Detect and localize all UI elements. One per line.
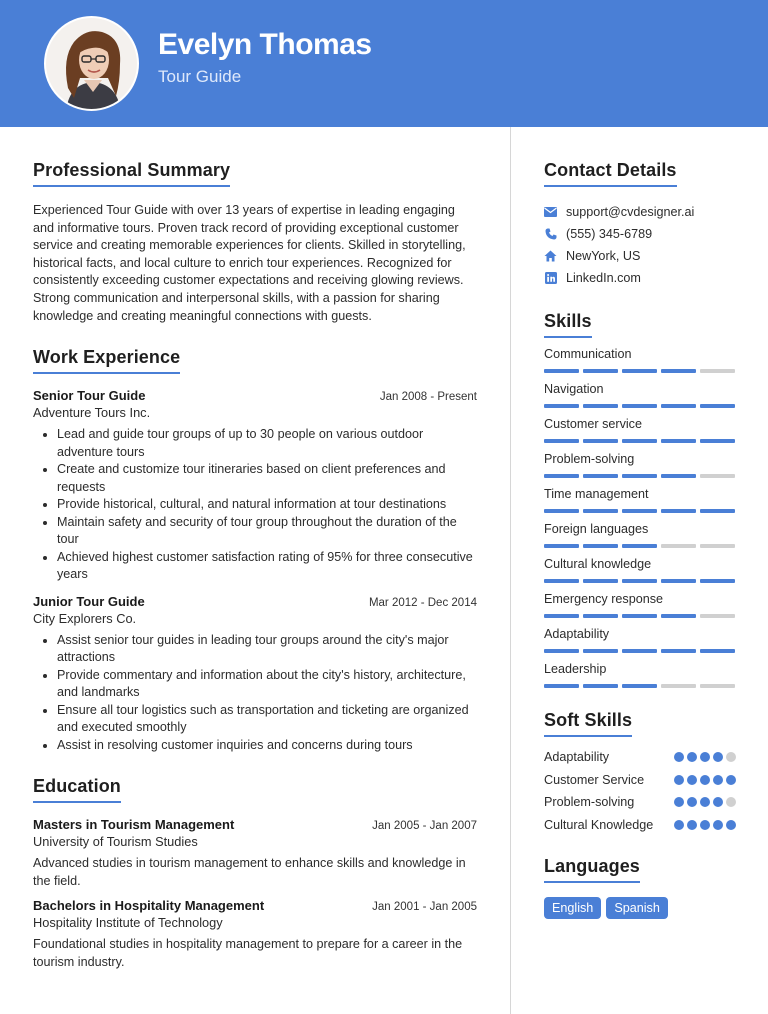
soft-skill-item xyxy=(544,749,736,767)
rating-dot xyxy=(726,797,736,807)
skill-level-segment xyxy=(700,474,735,478)
skill-name: Time management xyxy=(544,487,649,501)
skill-level-segment xyxy=(544,369,579,373)
main-column xyxy=(33,160,477,994)
degree-title: Masters in Tourism Management xyxy=(33,817,235,833)
education-desc: Foundational studies in hospitality management to prepare for a career in the tourism industry. xyxy=(33,937,463,969)
education-section xyxy=(33,776,477,971)
skill-level-segment xyxy=(583,684,618,688)
skill-level-segment xyxy=(622,684,657,688)
skill-level-segment xyxy=(583,614,618,618)
skill-name: Customer service xyxy=(544,417,642,431)
skill-item xyxy=(544,487,736,513)
sidebar-column xyxy=(544,160,736,941)
soft-skill-name: Problem-solving xyxy=(544,795,635,809)
skill-level-segment xyxy=(661,684,696,688)
skill-level-bar xyxy=(544,544,736,548)
soft-skill-item xyxy=(544,772,736,790)
skill-item xyxy=(544,662,736,688)
skill-level-segment xyxy=(661,509,696,513)
skill-level-segment xyxy=(622,439,657,443)
job-date: Mar 2012 - Dec 2014 xyxy=(368,596,477,609)
skill-item xyxy=(544,382,736,408)
bullet-item: • Achieved highest customer satisfaction rating of 95% for three consecutive years xyxy=(57,549,477,584)
rating-dot xyxy=(687,797,697,807)
phone-icon xyxy=(544,228,557,241)
skill-level-segment xyxy=(661,579,696,583)
skill-level-segment xyxy=(544,544,579,548)
work-heading: Work Experience xyxy=(33,347,180,374)
education-desc: Advanced studies in tourism management to enhance skills and knowledge in the field. xyxy=(33,856,466,888)
skills-list xyxy=(544,347,736,688)
job-entry xyxy=(33,388,477,584)
skill-level-segment xyxy=(583,649,618,653)
soft-skills-section xyxy=(544,710,736,834)
skill-item xyxy=(544,627,736,653)
skill-item xyxy=(544,417,736,443)
language-tag: Spanish xyxy=(606,897,668,919)
education-date: Jan 2001 - Jan 2005 xyxy=(372,901,477,914)
languages-heading: Languages xyxy=(544,856,640,883)
soft-skill-rating xyxy=(674,820,736,835)
contact-section xyxy=(544,160,736,289)
job-entry xyxy=(33,594,477,755)
skill-level-segment xyxy=(700,649,735,653)
language-tag: English xyxy=(544,897,601,919)
bullet-item: • Assist in resolving customer inquiries and concerns during tours xyxy=(57,737,477,755)
skill-level-segment xyxy=(661,649,696,653)
skill-level-segment xyxy=(700,369,735,373)
skill-level-segment xyxy=(622,649,657,653)
skill-level-segment xyxy=(583,404,618,408)
skill-item xyxy=(544,592,736,618)
skill-level-segment xyxy=(583,369,618,373)
skill-level-segment xyxy=(700,544,735,548)
skill-level-bar xyxy=(544,614,736,618)
languages-section xyxy=(544,856,736,919)
soft-skill-rating xyxy=(674,752,736,767)
summary-section xyxy=(33,160,477,325)
phone-text: (555) 345-6789 xyxy=(566,227,653,241)
skill-level-segment xyxy=(622,544,657,548)
skill-name: Navigation xyxy=(544,382,604,396)
soft-skill-rating xyxy=(674,775,736,790)
school-name: Hospitality Institute of Technology xyxy=(33,915,223,931)
skill-item xyxy=(544,522,736,548)
skills-section xyxy=(544,311,736,688)
rating-dot xyxy=(674,797,684,807)
soft-skill-item xyxy=(544,794,736,812)
skill-level-bar xyxy=(544,684,736,688)
candidate-name: Evelyn Thomas xyxy=(158,28,372,61)
rating-dot xyxy=(726,820,736,830)
soft-skill-name: Customer Service xyxy=(544,772,645,787)
rating-dot xyxy=(700,820,710,830)
skill-level-segment xyxy=(661,369,696,373)
skill-level-segment xyxy=(544,404,579,408)
skills-heading: Skills xyxy=(544,311,592,338)
rating-dot xyxy=(700,797,710,807)
skill-level-bar xyxy=(544,509,736,513)
skill-level-bar xyxy=(544,369,736,373)
skill-level-bar xyxy=(544,439,736,443)
summary-heading: Professional Summary xyxy=(33,160,230,187)
skill-level-segment xyxy=(622,474,657,478)
skill-level-segment xyxy=(583,509,618,513)
skill-name: Leadership xyxy=(544,662,607,676)
skill-level-segment xyxy=(700,579,735,583)
contact-phone[interactable] xyxy=(544,223,736,245)
skill-level-segment xyxy=(583,544,618,548)
skill-level-bar xyxy=(544,649,736,653)
skill-item xyxy=(544,347,736,373)
skill-level-segment xyxy=(700,404,735,408)
education-entry xyxy=(33,898,477,971)
bullet-item: • Maintain safety and security of tour group throughout the duration of the tour xyxy=(57,514,477,549)
contact-heading: Contact Details xyxy=(544,160,677,187)
location-text: NewYork, US xyxy=(566,249,641,263)
rating-dot xyxy=(674,752,684,762)
skill-item xyxy=(544,452,736,478)
summary-text: Experienced Tour Guide with over 13 years of expertise in leading engaging and informative tours. Proven track record of providing exceptional customer service and creating memorable experiences for clients. Skilled in storytelling, historical facts, and local culture to enrich tour experiences. Recognized for consistently exceeding customer expectations and receiving glowing reviews. Strong communication and interpersonal skills, with a passion for sharing knowledge and creating meaningful connections with guests. xyxy=(33,203,466,323)
soft-skills-heading: Soft Skills xyxy=(544,710,632,737)
skill-level-bar xyxy=(544,474,736,478)
job-bullets xyxy=(33,426,477,584)
rating-dot xyxy=(687,775,697,785)
skill-level-segment xyxy=(661,474,696,478)
home-icon xyxy=(544,250,557,263)
soft-skill-name: Adaptability xyxy=(544,750,610,764)
rating-dot xyxy=(713,775,723,785)
soft-skill-item xyxy=(544,817,736,835)
skill-name: Emergency response xyxy=(544,592,664,606)
skill-level-segment xyxy=(622,579,657,583)
avatar xyxy=(44,16,139,111)
bullet-item: • Lead and guide tour groups of up to 30 people on various outdoor adventure tours xyxy=(57,426,477,461)
education-heading: Education xyxy=(33,776,121,803)
job-date: Jan 2008 - Present xyxy=(379,391,477,404)
rating-dot xyxy=(726,775,736,785)
job-company: Adventure Tours Inc. xyxy=(33,405,151,421)
rating-dot xyxy=(687,752,697,762)
skill-level-segment xyxy=(583,474,618,478)
rating-dot xyxy=(713,797,723,807)
skill-name: Foreign languages xyxy=(544,522,649,536)
skill-level-segment xyxy=(661,404,696,408)
education-date: Jan 2005 - Jan 2007 xyxy=(372,820,477,833)
skill-level-bar xyxy=(544,404,736,408)
rating-dot xyxy=(674,775,684,785)
bullet-item: • Ensure all tour logistics such as transportation and ticketing are organized and executed smoothly xyxy=(57,702,477,737)
languages-list xyxy=(544,897,736,919)
skill-level-segment xyxy=(544,684,579,688)
job-role: Junior Tour Guide xyxy=(33,593,145,609)
skill-level-segment xyxy=(544,439,579,443)
education-entry xyxy=(33,817,477,890)
skill-name: Cultural knowledge xyxy=(544,557,652,571)
skill-level-segment xyxy=(583,439,618,443)
skill-level-segment xyxy=(544,579,579,583)
school-name: University of Tourism Studies xyxy=(33,834,198,850)
job-bullets xyxy=(33,632,477,755)
job-company: City Explorers Co. xyxy=(33,610,137,626)
skill-name: Problem-solving xyxy=(544,452,635,466)
rating-dot xyxy=(713,752,723,762)
linkedin-icon xyxy=(544,272,557,285)
rating-dot xyxy=(700,775,710,785)
skill-level-segment xyxy=(700,509,735,513)
job-role: Senior Tour Guide xyxy=(33,388,146,404)
email-text: support@cvdesigner.ai xyxy=(566,205,695,219)
skill-level-segment xyxy=(700,684,735,688)
resume-header xyxy=(0,0,768,127)
bullet-item: • Provide commentary and information about the city's history, architecture, and landmarks xyxy=(57,667,477,702)
skill-level-segment xyxy=(661,544,696,548)
work-section xyxy=(33,347,477,754)
skill-name: Communication xyxy=(544,347,632,361)
linkedin-text: LinkedIn.com xyxy=(566,271,641,285)
soft-skill-name: Cultural Knowledge xyxy=(544,817,654,832)
skill-level-segment xyxy=(622,369,657,373)
skill-name: Adaptability xyxy=(544,627,610,641)
envelope-icon xyxy=(544,206,557,219)
bullet-item: • Create and customize tour itineraries based on client preferences and requests xyxy=(57,461,477,496)
skill-item xyxy=(544,557,736,583)
skill-level-segment xyxy=(661,439,696,443)
skill-level-segment xyxy=(622,404,657,408)
rating-dot xyxy=(700,752,710,762)
skill-level-segment xyxy=(544,649,579,653)
rating-dot xyxy=(674,820,684,830)
skill-level-segment xyxy=(700,439,735,443)
contact-location xyxy=(544,245,736,267)
contact-linkedin[interactable] xyxy=(544,267,736,289)
skill-level-segment xyxy=(661,614,696,618)
skill-level-segment xyxy=(544,614,579,618)
skill-level-segment xyxy=(622,509,657,513)
skill-level-segment xyxy=(700,614,735,618)
bullet-item: • Provide historical, cultural, and natural information at tour destinations xyxy=(57,496,477,514)
candidate-title: Tour Guide xyxy=(158,67,242,86)
rating-dot xyxy=(713,820,723,830)
rating-dot xyxy=(687,820,697,830)
skill-level-segment xyxy=(583,579,618,583)
skill-level-segment xyxy=(622,614,657,618)
skill-level-segment xyxy=(544,474,579,478)
skill-level-bar xyxy=(544,579,736,583)
bullet-item: • Assist senior tour guides in leading tour groups around the city's major attractions xyxy=(57,632,477,667)
degree-title: Bachelors in Hospitality Management xyxy=(33,898,265,914)
skill-level-segment xyxy=(544,509,579,513)
soft-skills-list xyxy=(544,749,736,834)
contact-email[interactable] xyxy=(544,201,736,223)
column-divider xyxy=(510,127,511,1014)
rating-dot xyxy=(726,752,736,762)
soft-skill-rating xyxy=(674,797,736,812)
